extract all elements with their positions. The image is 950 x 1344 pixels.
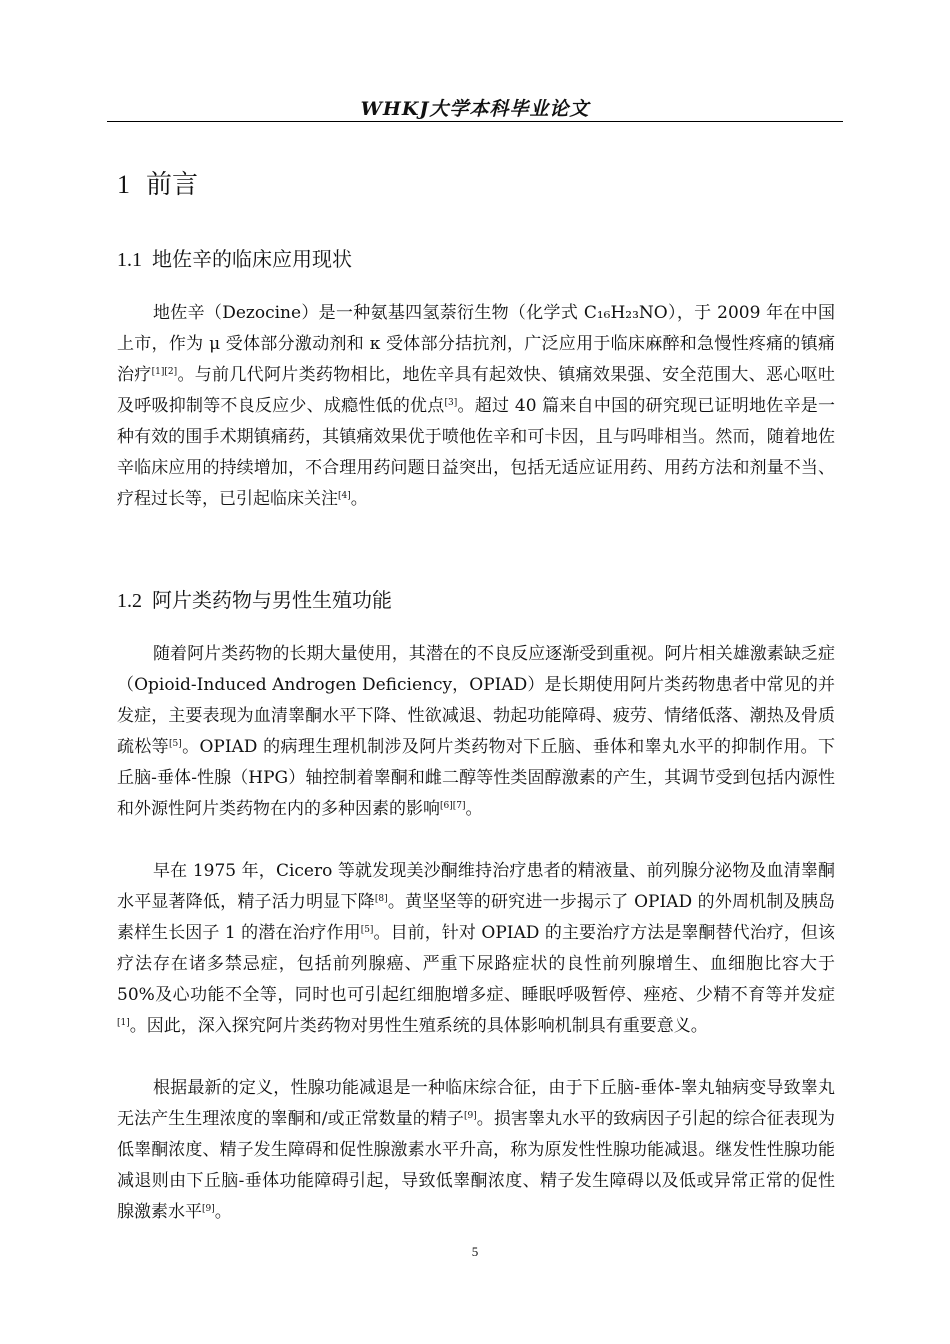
citation-marker: [9]	[202, 1204, 215, 1214]
chapter-number: 1	[117, 170, 130, 199]
citation-marker: [5]	[360, 925, 374, 935]
header-divider	[107, 121, 843, 122]
chapter-title: 前言	[146, 170, 199, 200]
chapter-heading	[117, 164, 198, 201]
page-number: 5	[471, 1244, 479, 1259]
section-heading-1-2	[117, 584, 392, 613]
citation-marker: [8]	[374, 894, 388, 904]
citation-marker: [9]	[463, 1111, 477, 1121]
section-title: 阿片类药物与男性生殖功能	[152, 588, 392, 612]
citation-marker: [4]	[338, 491, 351, 501]
citation-marker: [1]	[117, 1018, 130, 1028]
section-number: 1.2	[117, 590, 142, 612]
citation-marker: [3]	[444, 398, 458, 408]
paragraph-1-2-3: 根据最新的定义，性腺功能减退是一种临床综合征，由于下丘脑-垂体-睾丸轴病变导致睾丸无法产生生理浓度的睾酮和/或正常数量的精子[9]。损害睾丸水平的致病因子引起的综合征表现为低睾酮浓度、精子发生障碍和促性腺激素水平升高，称为原发性性腺功能减退。继发性性腺功能减退则由下丘脑-垂体功能障碍引起，导致低睾酮浓度、精子发生障碍以及低或异常正常的促性腺激素水平[9]。	[117, 1078, 835, 1222]
running-header-title: WHKJ大学本科毕业论文	[360, 98, 590, 120]
section-title: 地佐辛的临床应用现状	[152, 247, 352, 271]
paragraph-1-2-2: 早在 1975 年，Cicero 等就发现美沙酮维持治疗患者的精液量、前列腺分泌物及血清睾酮水平显著降低，精子活力明显下降[8]。黄坚坚等的研究进一步揭示了 OPIAD 的外周机制及胰岛素样生长因子 1 的潜在治疗作用[5]。目前，针对 OPIAD 的主要治疗方法是睾酮替代治疗，但该疗法存在诸多禁忌症，包括前列腺癌、严重下尿路症状的良性前列腺增生、血细胞比容大于 50%及心功能不全等，同时也可引起红细胞增多症、睡眠呼吸暂停、痤疮、少精不育等并发症[1]。因此，深入探究阿片类药物对男性生殖系统的具体影响机制具有重要意义。	[117, 861, 836, 1036]
citation-marker: [5]	[169, 739, 182, 749]
section-heading-1-1	[117, 243, 352, 272]
paragraph-1-2-1: 随着阿片类药物的长期大量使用，其潜在的不良反应逐渐受到重视。阿片相关雄激素缺乏症（Opioid-Induced Androgen Deficiency，OPIAD）是长期使用阿片类药物患者中常见的并发症，主要表现为血清睾酮水平下降、性欲减退、勃起功能障碍、疲劳、情绪低落、潮热及骨质疏松等[5]。OPIAD 的病理生理机制涉及阿片类药物对下丘脑、垂体和睾丸水平的抑制作用。下丘脑-垂体-性腺（HPG）轴控制着睾酮和雌二醇等性类固醇激素的产生，其调节受到包括内源性和外源性阿片类药物在内的多种因素的影响[6][7]。	[117, 644, 835, 819]
citation-marker: [1][2]	[151, 367, 178, 377]
paragraph-1-1-1: 地佐辛（Dezocine）是一种氨基四氢萘衍生物（化学式 C₁₆H₂₃NO），于 2009 年在中国上市，作为 μ 受体部分激动剂和 κ 受体部分拮抗剂，广泛应用于临床麻醉和急慢性疼痛的镇痛治疗[1][2]。与前几代阿片类药物相比，地佐辛具有起效快、镇痛效果强、安全范围大、恶心呕吐及呼吸抑制等不良反应少、成瘾性低的优点[3]。超过 40 篇来自中国的研究现已证明地佐辛是一种有效的围手术期镇痛药，其镇痛效果优于喷他佐辛和可卡因，且与吗啡相当。然而，随着地佐辛临床应用的持续增加，不合理用药问题日益突出，包括无适应证用药、用药方法和剂量不当、疗程过长等，已引起临床关注[4]。	[117, 303, 835, 509]
citation-marker: [6][7]	[440, 801, 466, 811]
section-number: 1.1	[117, 249, 142, 271]
